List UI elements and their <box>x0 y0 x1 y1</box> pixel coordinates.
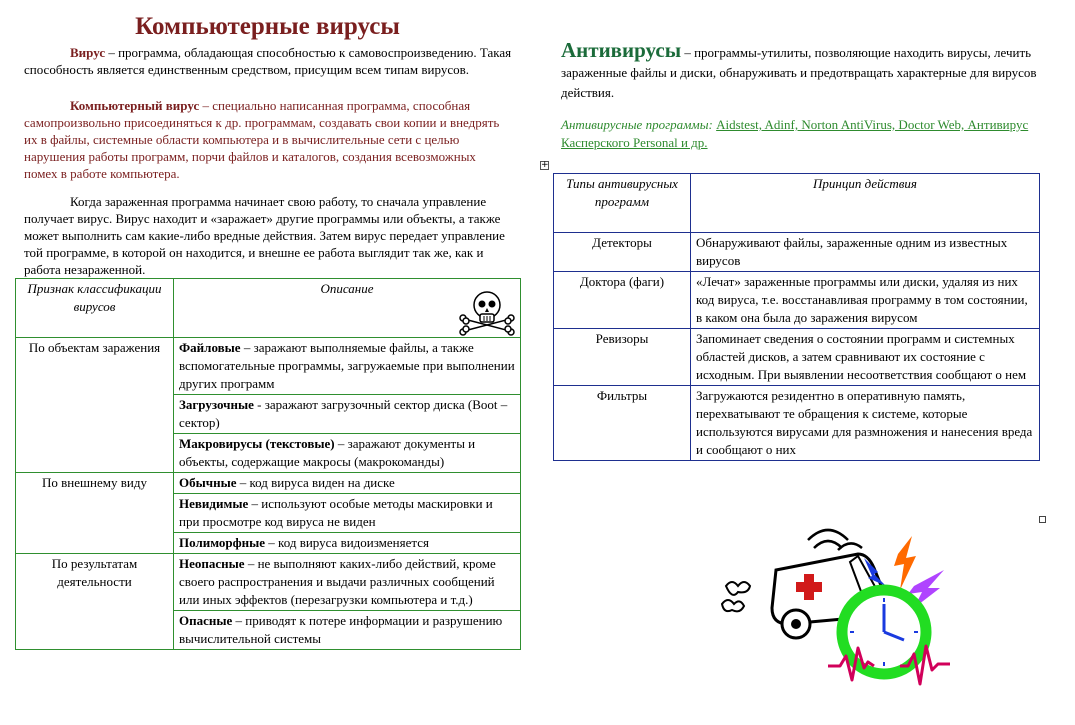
smoke-puffs-icon <box>722 582 750 611</box>
table-header-description-label: Описание <box>320 281 374 296</box>
principle-cell: Запоминает сведения о состоянии программ и системных областей дисков, а затем сравнивают их состояние с исходным. При выявлении несоответствия сообщают о нем <box>691 329 1040 386</box>
ambulance-clock-clipart <box>718 528 958 720</box>
type-cell: Ревизоры <box>554 329 691 386</box>
computer-virus-term: Компьютерный вирус <box>70 98 200 113</box>
type-cell: Фильтры <box>554 386 691 461</box>
type-cell: Детекторы <box>554 233 691 272</box>
virus-definition <box>24 44 512 78</box>
table-resize-handle[interactable] <box>1039 516 1046 523</box>
table-row <box>554 272 1040 329</box>
page-title: Компьютерные вирусы <box>135 13 400 40</box>
antivirus-programs <box>561 116 1041 152</box>
antivirus-def-text: – программы-утилиты, позволяющие находить вирусы, лечить зараженные файлы и диски, обнаруживать и предотвращать характерные для вирусов действия. <box>561 45 1037 100</box>
description-cell: Невидимые – используют особые методы маскировки и при просмотре код вируса не виден <box>174 494 521 533</box>
table-move-handle[interactable]: + <box>541 160 549 170</box>
table-header-description <box>174 279 521 338</box>
principle-cell: Обнаруживают файлы, зараженные одним из известных вирусов <box>691 233 1040 272</box>
description-cell: Обычные – код вируса виден на диске <box>174 473 521 494</box>
principle-cell: Загружаются резидентно в оперативную память, перехватывают те обращения к системе, которые используются вирусами для размножения и нанесения вреда и сообщают о них <box>691 386 1040 461</box>
table-row <box>16 473 521 494</box>
table-row <box>554 386 1040 461</box>
table-header-types: Типы антивирусных программ <box>554 174 691 233</box>
infection-text: Когда зараженная программа начинает свою работу, то сначала управление получает вирус. Вирус находит и «заражает» другие программы или объекты, а также может выполнить сам какие-либо вредные действия. Затем вирус передает управление той программе, в которой он находится, и внешне ее работа выглядит так же, как и работа незараженной. <box>24 194 505 277</box>
siren-waves-icon <box>808 530 862 550</box>
infection-paragraph <box>24 193 512 278</box>
skull-crossbones-icon <box>458 289 516 337</box>
table-header-principle: Принцип действия <box>691 174 1040 233</box>
virus-def-text: – программа, обладающая способностью к самовоспроизведению. Такая способность является единственным средством, присущим всем типам вирусов. <box>24 45 512 77</box>
principle-cell: «Лечат» зараженные программы или диски, удаляя из них код вируса, т.е. восстанавливая программу в том состоянии, в каком она была до заражения вирусом <box>691 272 1040 329</box>
description-cell: Неопасные – не выполняют каких-либо действий, кроме своего распространения и выдачи различных сообщений или иных эффектов (перезагрузки компьютера и т.д.) <box>174 554 521 611</box>
table-header-criterion: Признак классификации вирусов <box>16 279 174 338</box>
category-cell: По объектам заражения <box>16 338 174 473</box>
antivirus-title: Антивирусы <box>561 38 682 62</box>
description-cell: Опасные – приводят к потере информации и разрушению вычислительной системы <box>174 611 521 650</box>
computer-virus-def-text: – специально написанная программа, способная самопроизвольно присоединяться к др. программам, создавать свои копии и внедрять их в файлы, системные области компьютера и в вычислительные сети с целью нарушения работы программ, порчи файлов и каталогов, создания всевозможных помех в работе компьютера. <box>24 98 500 181</box>
description-cell: Загрузочные - заражают загрузочный сектор диска (Boot – сектор) <box>174 395 521 434</box>
table-row <box>16 338 521 395</box>
type-cell: Доктора (фаги) <box>554 272 691 329</box>
antivirus-types-table <box>553 173 1040 461</box>
antivirus-definition <box>561 40 1041 103</box>
virus-term: Вирус <box>70 45 106 60</box>
description-cell: Файловые – заражают выполняемые файлы, а также вспомогательные программы, загружаемые при выполнении других программ <box>174 338 521 395</box>
category-cell: По результатам деятельности <box>16 554 174 650</box>
computer-virus-definition <box>24 97 512 182</box>
programs-list: Aidstest, Adinf, Norton AntiVirus, Doctor Web, Антивирус Касперского Personal и др. <box>561 117 1029 150</box>
table-row <box>554 233 1040 272</box>
description-cell: Макровирусы (текстовые) – заражают документы и объекты, содержащие макросы (макрокоманды) <box>174 434 521 473</box>
table-row <box>16 554 521 611</box>
virus-classification-table <box>15 278 521 650</box>
category-cell: По внешнему виду <box>16 473 174 554</box>
table-row <box>554 329 1040 386</box>
programs-label: Антивирусные программы: <box>561 117 713 132</box>
description-cell: Полиморфные – код вируса видоизменяется <box>174 533 521 554</box>
